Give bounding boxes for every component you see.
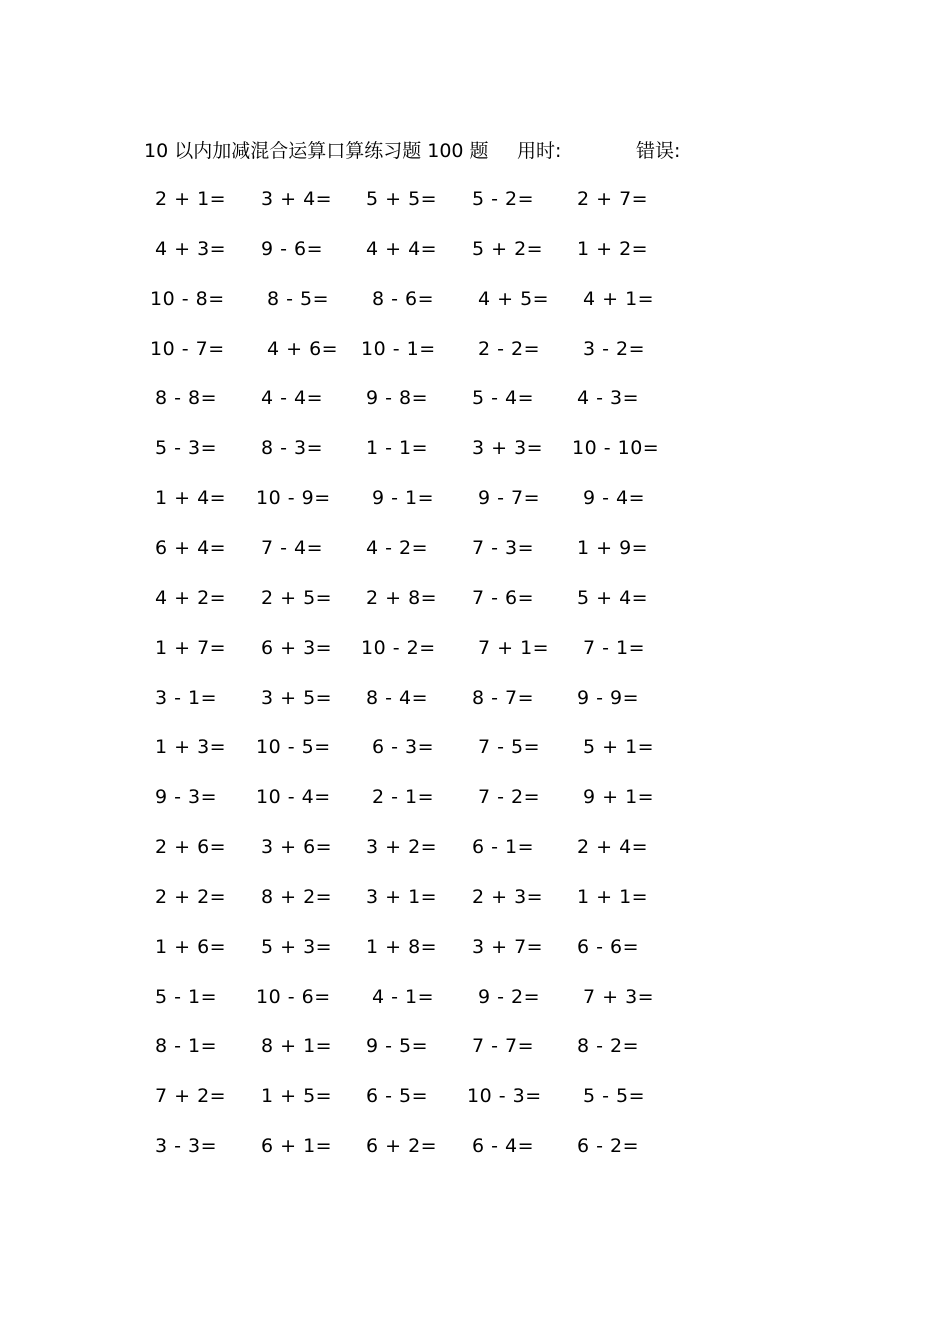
problem-item: 9 + 1= [583, 786, 655, 809]
problem-item: 2 + 7= [577, 188, 649, 210]
problem-item: 10 - 4= [256, 786, 331, 809]
problem-item: 7 - 6= [472, 586, 535, 609]
problem-item: 9 - 9= [577, 686, 640, 709]
problem-item: 5 - 3= [155, 437, 218, 460]
problem-item: 5 + 5= [366, 188, 438, 210]
problem-item: 3 - 3= [155, 1135, 218, 1158]
problem-item: 6 - 4= [472, 1135, 535, 1158]
problem-item: 4 - 2= [366, 536, 429, 559]
problem-item: 3 + 4= [261, 188, 333, 210]
problem-item: 1 + 4= [155, 487, 227, 510]
problem-item: 10 - 8= [150, 287, 225, 310]
problem-item: 3 + 1= [366, 885, 438, 908]
problem-item: 5 - 4= [472, 387, 535, 410]
problem-item: 8 - 4= [366, 686, 429, 709]
problem-item: 1 + 2= [577, 237, 649, 260]
problem-item: 10 - 2= [361, 636, 436, 659]
problem-item: 4 + 4= [366, 237, 438, 260]
problem-item: 8 - 3= [261, 437, 324, 460]
problem-item: 5 + 1= [583, 736, 655, 759]
problem-item: 7 - 4= [261, 536, 324, 559]
problem-item: 7 - 7= [472, 1035, 535, 1058]
problem-item: 5 + 3= [261, 935, 333, 958]
problem-item: 1 + 9= [577, 536, 649, 559]
problem-item: 4 + 5= [478, 287, 550, 310]
problem-item: 4 - 1= [372, 985, 435, 1008]
problem-item: 8 - 2= [577, 1035, 640, 1058]
problem-item: 3 + 7= [472, 935, 544, 958]
problem-item: 6 - 3= [372, 736, 435, 759]
problem-item: 6 - 2= [577, 1135, 640, 1158]
problem-item: 5 - 1= [155, 985, 218, 1008]
problem-item: 3 + 3= [472, 437, 544, 460]
problem-item: 2 + 4= [577, 836, 649, 859]
problem-item: 9 - 5= [366, 1035, 429, 1058]
problem-item: 5 + 2= [472, 237, 544, 260]
problem-item: 4 - 4= [261, 387, 324, 410]
problem-item: 1 + 8= [366, 935, 438, 958]
problem-item: 7 + 1= [478, 636, 550, 659]
problem-item: 8 + 2= [261, 885, 333, 908]
problem-item: 9 - 3= [155, 786, 218, 809]
problem-item: 6 - 5= [366, 1085, 429, 1108]
problem-item: 10 - 1= [361, 337, 436, 360]
problem-item: 10 - 10= [572, 437, 660, 460]
problem-item: 2 + 3= [472, 885, 544, 908]
problem-item: 6 + 3= [261, 636, 333, 659]
problem-item: 1 + 1= [577, 885, 649, 908]
problem-item: 10 - 9= [256, 487, 331, 510]
problem-item: 2 - 1= [372, 786, 435, 809]
problem-item: 2 + 1= [155, 188, 227, 210]
time-label: 用时: [517, 140, 562, 162]
problem-item: 8 - 6= [372, 287, 435, 310]
problem-item: 3 + 5= [261, 686, 333, 709]
problem-item: 10 - 5= [256, 736, 331, 759]
problem-item: 8 - 1= [155, 1035, 218, 1058]
problem-item: 6 - 6= [577, 935, 640, 958]
problem-item: 6 + 4= [155, 536, 227, 559]
problem-item: 4 + 2= [155, 586, 227, 609]
problem-item: 2 + 6= [155, 836, 227, 859]
problem-item: 1 + 7= [155, 636, 227, 659]
problem-item: 7 - 3= [472, 536, 535, 559]
problem-item: 4 + 3= [155, 237, 227, 260]
problem-item: 4 - 3= [577, 387, 640, 410]
problem-item: 9 - 8= [366, 387, 429, 410]
problem-item: 8 - 8= [155, 387, 218, 410]
problem-item: 2 - 2= [478, 337, 541, 360]
problem-item: 2 + 2= [155, 885, 227, 908]
problem-item: 9 - 2= [478, 985, 541, 1008]
problem-item: 4 + 6= [267, 337, 339, 360]
problem-item: 9 - 1= [372, 487, 435, 510]
problem-item: 8 - 5= [267, 287, 330, 310]
problem-item: 5 - 5= [583, 1085, 646, 1108]
problem-item: 7 + 3= [583, 985, 655, 1008]
problem-item: 5 + 4= [577, 586, 649, 609]
problem-item: 3 - 2= [583, 337, 646, 360]
problem-item: 3 + 2= [366, 836, 438, 859]
problem-item: 9 - 4= [583, 487, 646, 510]
problem-item: 7 - 2= [478, 786, 541, 809]
problem-item: 4 + 1= [583, 287, 655, 310]
problem-item: 7 + 2= [155, 1085, 227, 1108]
problem-item: 6 + 1= [261, 1135, 333, 1158]
problem-item: 6 + 2= [366, 1135, 438, 1158]
problem-item: 3 - 1= [155, 686, 218, 709]
problem-item: 1 + 3= [155, 736, 227, 759]
problem-item: 1 + 5= [261, 1085, 333, 1108]
problem-item: 8 + 1= [261, 1035, 333, 1058]
worksheet-title: 10 以内加减混合运算口算练习题 100 题 [144, 140, 489, 162]
problem-item: 7 - 1= [583, 636, 646, 659]
problem-item: 2 + 5= [261, 586, 333, 609]
problem-item: 5 - 2= [472, 188, 535, 210]
problem-item: 7 - 5= [478, 736, 541, 759]
problem-item: 8 - 7= [472, 686, 535, 709]
problem-item: 3 + 6= [261, 836, 333, 859]
problem-item: 1 - 1= [366, 437, 429, 460]
problem-item: 1 + 6= [155, 935, 227, 958]
problem-item: 9 - 7= [478, 487, 541, 510]
problem-item: 2 + 8= [366, 586, 438, 609]
problem-item: 10 - 7= [150, 337, 225, 360]
errors-label: 错误: [636, 140, 681, 162]
problem-item: 6 - 1= [472, 836, 535, 859]
problem-item: 10 - 6= [256, 985, 331, 1008]
problem-item: 9 - 6= [261, 237, 324, 260]
problem-item: 10 - 3= [467, 1085, 542, 1108]
